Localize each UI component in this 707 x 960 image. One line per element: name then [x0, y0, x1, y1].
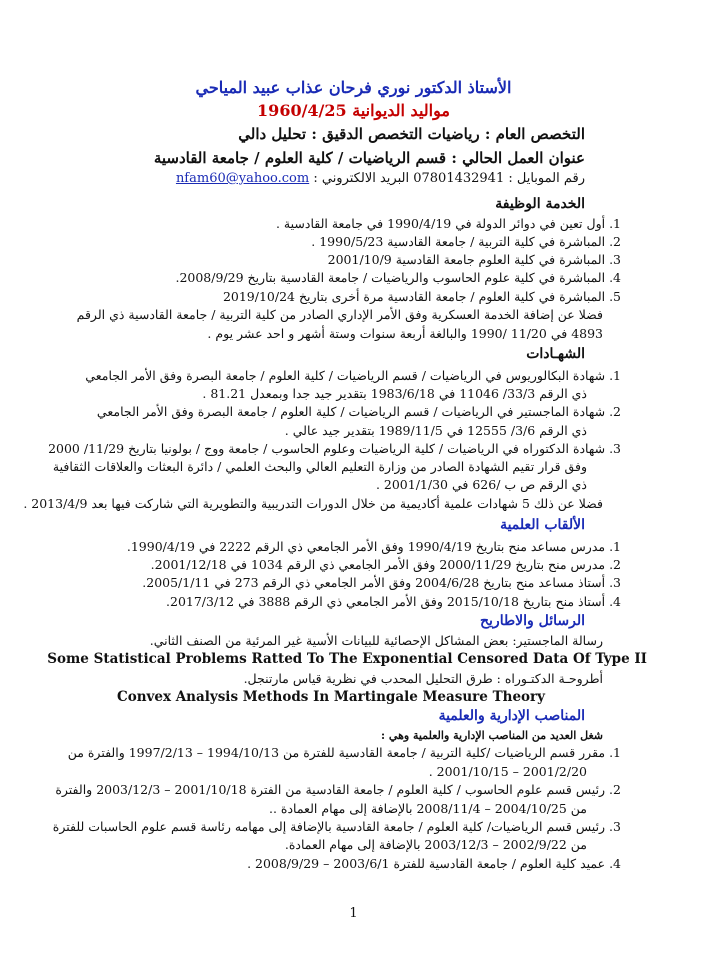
service-note: فضلا عن إضافة الخدمة العسكرية وفق الأمر الإداري الصادر من كلية التربية / جامعة القادسية ذي الرقم: [76, 307, 603, 322]
degree-line: ذي الرقم ص ب /626 في 2001/1/30 .: [375, 477, 587, 492]
title-line: 2. مدرس منح بتاريخ 2000/11/29 وفق الأمر الجامعي ذي الرقم 1034 في 2001/12/18.: [150, 557, 621, 572]
contact-line: [176, 171, 585, 186]
positions-intro: شغل العديد من المناصب الإدارية والعلمية وهي :: [381, 729, 603, 742]
position-line: 2. رئيس قسم علوم الحاسوب / كلية العلوم / جامعة القادسية من الفترة 2001/10/18 – 2003/12/3 والفترة: [55, 782, 621, 797]
page-number: 1: [349, 906, 358, 921]
service-line: 4. المباشرة في كلية علوم الحاسوب والرياضيات / جامعة القادسية بتاريخ 2008/9/29.: [175, 270, 621, 285]
master-thesis-en: Some Statistical Problems Ratted To The Exponential Censored Data Of Type II: [47, 651, 647, 667]
phd-thesis-ar: أطروحـة الدكتـوراه : طرق التحليل المحدب في نظرية قياس مارتنجل.: [243, 671, 603, 686]
degree-line: 3. شهادة الدكتوراه في الرياضيات / كلية الرياضيات وعلوم الحاسوب / جامعة ووج / بولونيا بتاريخ 11/29/ 2000: [48, 441, 621, 456]
section-title-positions: المناصب الإدارية والعلمية: [438, 708, 585, 724]
work-address: عنوان العمل الحالي : قسم الرياضيات / كلية العلوم / جامعة القادسية: [153, 149, 585, 167]
degree-note: فضلا عن ذلك 5 شهادات علمية أكاديمية من خلال الدورات التدريبية والتطويرية التي شاركت فيها بعد 2013/4/9 .: [23, 496, 603, 511]
degree-line: 1. شهادة البكالوريوس في الرياضيات / قسم الرياضيات / كلية العلوم / جامعة البصرة وفق الأمر الجامعي: [85, 368, 621, 383]
section-title-theses: الرسائل والاطاريح: [480, 613, 585, 629]
contact-prefix: رقم الموبايل : 07801432941 البريد الالكتروني :: [313, 171, 585, 186]
section-title-service: الخدمة الوظيفة: [495, 196, 585, 212]
service-line: 2. المباشرة في كلية التربية / جامعة القادسية 1990/5/23 .: [311, 234, 621, 249]
position-line: من 2004/10/25 – 2008/11/4 بالإضافة إلى مهام العمادة ..: [268, 801, 587, 816]
position-line: 4. عميد كلية العلوم / جامعة القادسية للفترة 2003/6/1 – 2008/9/29 .: [247, 856, 621, 871]
specialization: التخصص العام : رياضيات التخصص الدقيق : تحليل دالي: [238, 125, 585, 143]
degree-line: وفق قرار تقيم الشهادة الصادر من وزارة التعليم العالي والبحث العلمي / دائرة البعثات والعلاقات الثقافية: [52, 459, 587, 474]
degree-line: 2. شهادة الماجستير في الرياضيات / قسم الرياضيات / كلية العلوم / جامعة البصرة وفق الأمر الجامعي: [96, 404, 621, 419]
email-link[interactable]: nfam60@yahoo.com: [175, 171, 310, 186]
author-name: الأستاذ الدكتور نوري فرحان عذاب عبيد المياحي: [195, 78, 512, 97]
position-line: 2001/2/20 – 2001/10/15 .: [428, 764, 587, 779]
title-line: 4. أستاذ منح بتاريخ 2015/10/18 وفق الأمر الجامعي ذي الرقم 3888 في 2017/3/12.: [166, 594, 621, 609]
section-title-degrees: الشهـادات: [526, 346, 585, 362]
service-note: 4893 في 11/20 /1990 والبالغة أربعة سنوات وستة أشهر و احد عشر يوم .: [207, 326, 603, 341]
degree-line: ذي الرقم 3/6/ 12555 في 1989/11/5 بتقدير جيد عالي .: [284, 423, 587, 438]
section-title-academic: الألقاب العلمية: [500, 517, 585, 533]
degree-line: ذي الرقم 33/3/ 11046 في 1983/6/18 بتقدير جيد جدا وبمعدل 81.21 .: [202, 386, 587, 401]
position-line: 3. رئيس قسم الرياضيات/ كلية العلوم / جامعة القادسية بالإضافة إلى مهامه رئاسة قسم علوم الحاسبات للفترة: [52, 819, 621, 834]
position-line: من 2002/9/22 – 2003/12/3 بالإضافة إلى مهام العمادة.: [284, 837, 587, 852]
phd-thesis-en: Convex Analysis Methods In Martingale Measure Theory: [116, 689, 545, 705]
service-line: 1. أول تعين في دوائر الدولة في 1990/4/19 في جامعة القادسية .: [275, 216, 621, 231]
position-line: 1. مقرر قسم الرياضيات /كلية التربية / جامعة القادسية للفترة من 1994/10/13 – 1997/2/13 والفترة من: [67, 745, 621, 760]
title-line: 3. أستاذ مساعد منح بتاريخ 2004/6/28 وفق الأمر الجامعي ذي الرقم 273 في 2005/1/11.: [142, 575, 621, 590]
service-line: 3. المباشرة في كلية العلوم جامعة القادسية 2001/10/9: [327, 252, 621, 267]
service-line: 5. المباشرة في كلية العلوم / جامعة القادسية مرة أخرى بتاريخ 2019/10/24: [222, 289, 621, 304]
title-line: 1. مدرس مساعد منح بتاريخ 1990/4/19 وفق الأمر الجامعي ذي الرقم 2222 في 1990/4/19.: [126, 539, 621, 554]
birth-info: مواليد الديوانية 1960/4/25: [257, 101, 450, 120]
master-thesis-ar: رسالة الماجستير: بعض المشاكل الإحصائية للبيانات الأسية غير المرئية من الصنف الثاني.: [149, 633, 603, 648]
